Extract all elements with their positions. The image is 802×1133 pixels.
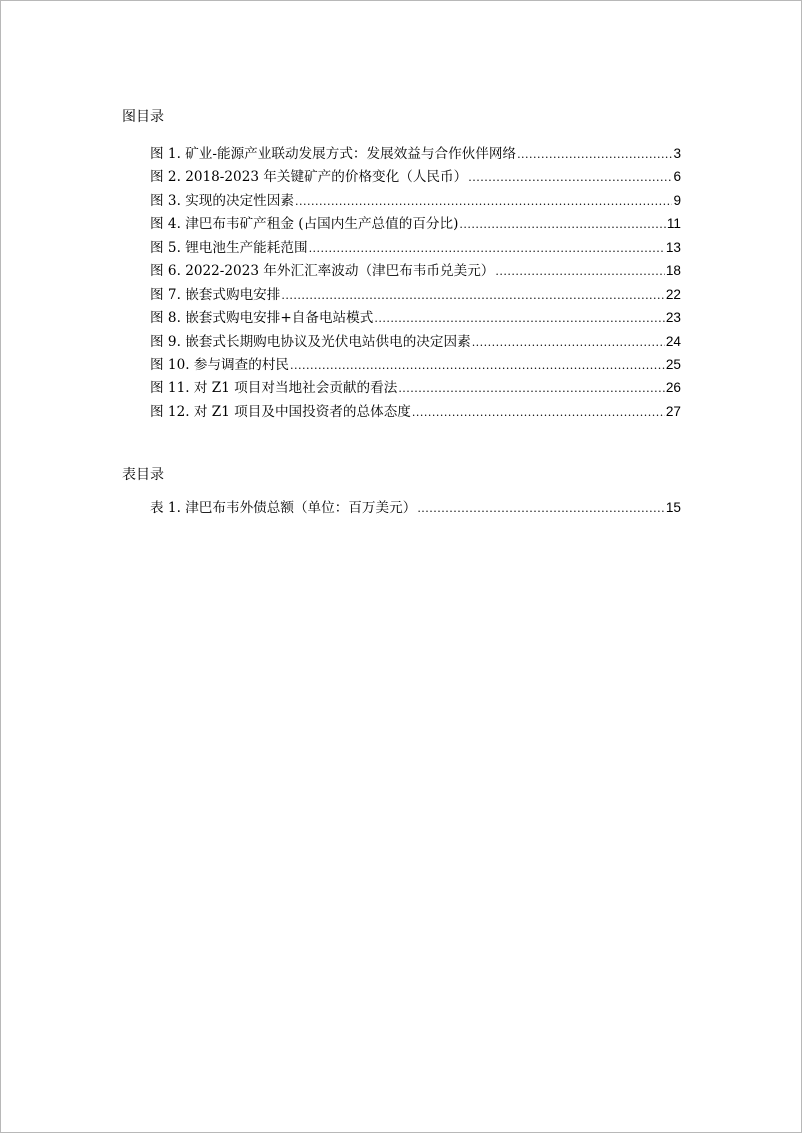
toc-page-number: 25 — [665, 356, 681, 372]
toc-entry-label: 图 7. 嵌套式购电安排 — [150, 286, 281, 303]
toc-entry-label: 图 8. 嵌套式购电安排+自备电站模式 — [150, 310, 374, 327]
toc-page-number: 11 — [666, 216, 681, 232]
toc-page-number: 9 — [673, 192, 681, 208]
tables-heading: 表目录 — [122, 467, 164, 483]
toc-leader-dots — [412, 406, 665, 419]
toc-entry-label: 图 4. 津巴布韦矿产租金 (占国内生产总值的百分比) — [150, 216, 459, 233]
toc-entry-figure-2[interactable] — [150, 165, 681, 188]
toc-entry-label: 图 5. 锂电池生产能耗范围 — [150, 239, 308, 256]
toc-page-number: 18 — [665, 263, 681, 279]
toc-leader-dots — [417, 502, 665, 515]
toc-page-number: 24 — [665, 333, 681, 349]
toc-page-number: 22 — [665, 286, 681, 302]
toc-leader-dots — [468, 171, 672, 184]
toc-entry-figure-9[interactable] — [150, 330, 681, 353]
toc-leader-dots — [309, 242, 665, 255]
toc-entry-label: 图 1. 矿业-能源产业联动发展方式：发展效益与合作伙伴网络 — [150, 146, 517, 162]
toc-leader-dots — [290, 359, 665, 372]
toc-entry-label: 图 9. 嵌套式长期购电协议及光伏电站供电的决定因素 — [150, 333, 471, 350]
toc-entry-figure-3[interactable] — [150, 189, 681, 212]
toc-leader-dots — [517, 148, 672, 161]
toc-entry-figure-11[interactable] — [150, 376, 681, 399]
toc-entry-figure-10[interactable] — [150, 353, 681, 376]
toc-page-number: 23 — [665, 310, 681, 326]
figures-heading: 图目录 — [122, 109, 164, 125]
toc-leader-dots — [281, 289, 665, 302]
toc-entry-label: 图 10. 参与调查的村民 — [150, 356, 290, 373]
toc-entry-figure-12[interactable] — [150, 400, 681, 423]
toc-entry-label: 图 11. 对 Z1 项目对当地社会贡献的看法 — [150, 380, 398, 397]
toc-entry-figure-4[interactable] — [150, 212, 681, 235]
toc-entry-figure-5[interactable] — [150, 236, 681, 259]
toc-leader-dots — [472, 336, 665, 349]
figures-toc-list — [150, 142, 681, 423]
toc-page-number: 26 — [665, 380, 681, 396]
toc-leader-dots — [495, 265, 664, 278]
toc-entry-label: 图 3. 实现的决定性因素 — [150, 192, 294, 209]
toc-entry-label: 图 2. 2018-2023 年关键矿产的价格变化（人民币） — [150, 169, 468, 186]
toc-page-number: 3 — [673, 146, 681, 161]
toc-page-number: 27 — [665, 403, 681, 419]
toc-entry-label: 表 1. 津巴布韦外债总额（单位：百万美元） — [150, 500, 417, 516]
toc-page-number: 15 — [665, 500, 681, 515]
toc-entry-label: 图 6. 2022-2023 年外汇汇率波动（津巴布韦币兑美元） — [150, 263, 495, 280]
toc-entry-figure-7[interactable] — [150, 283, 681, 306]
toc-leader-dots — [459, 218, 665, 231]
toc-leader-dots — [398, 382, 665, 395]
toc-page-number: 13 — [665, 239, 681, 255]
toc-leader-dots — [295, 195, 672, 208]
toc-leader-dots — [374, 312, 665, 325]
toc-entry-figure-1[interactable] — [150, 142, 681, 165]
toc-entry-label: 图 12. 对 Z1 项目及中国投资者的总体态度 — [150, 403, 411, 420]
toc-page-number: 6 — [673, 169, 681, 185]
tables-toc-list — [150, 496, 681, 519]
toc-entry-figure-8[interactable] — [150, 306, 681, 329]
toc-entry-figure-6[interactable] — [150, 259, 681, 282]
toc-entry-table-1[interactable] — [150, 496, 681, 519]
